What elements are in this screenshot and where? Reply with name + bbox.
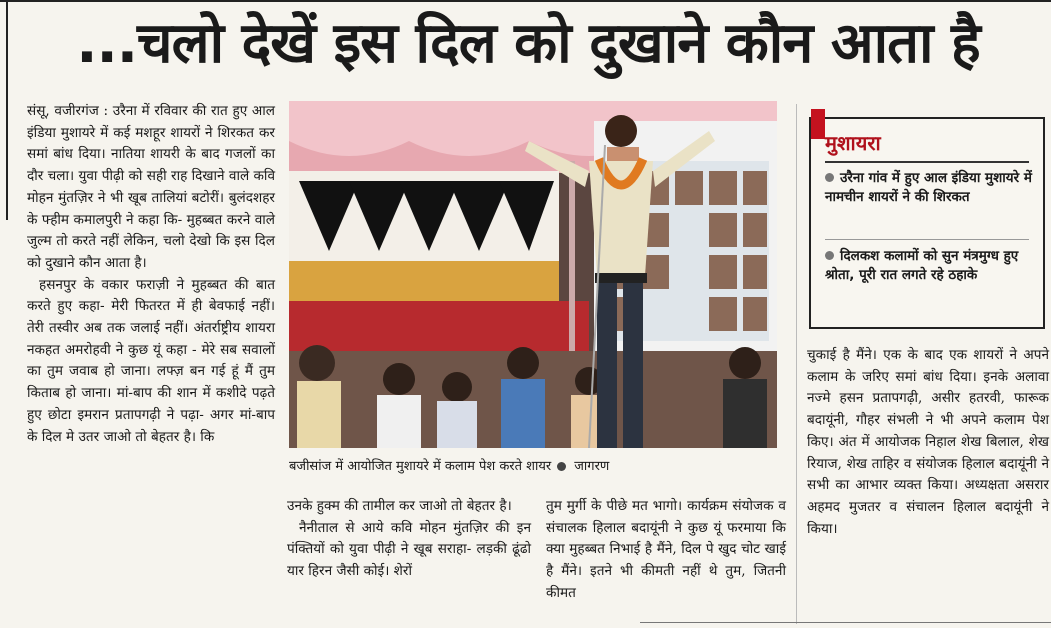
divider [825, 239, 1029, 240]
top-rule [0, 0, 1051, 2]
paragraph: नैनीताल से आये कवि मोहन मुंतज़िर की इन पंक्तियों को युवा पीढ़ी ने खूब सराहा- लड़की ढूंढो यार हिरन जैसी कोई। शेरों [287, 519, 531, 580]
article-column-mid1 [287, 496, 531, 583]
accent-bar [811, 109, 825, 139]
bullet-dot-icon [557, 462, 566, 471]
article-column-left [27, 101, 275, 448]
paragraph: हसनपुर के वकार फराज़ी ने मुहब्बत की बात करते हुए कहा- मेरी फितरत में ही बेवफाई नहीं। तेरी तस्वीर अब तक जलाई नहीं। अंतर्राष्ट्रीय शायरा नकहत अमरोहवी ने कुछ यूं कहा - मेरे सब सवालों का तुम जवाब हो जाना। लफ्ज़ बन गई हूं मैं तुम किताब हो जाना। मां-बाप की शान में कशीदे पढ़ते हुए छोटा इमरान प्रतापगढ़ी ने पढ़ा- अगर मां-बाप के दिल मे उतर जाओ तो बेहतर है। कि [27, 276, 275, 445]
paragraph: संसू, वजीरगंज : उरैना में रविवार की रात हुए आल इंडिया मुशायरे में कई मशहूर शायरों ने शिरकत कर समां बांध दिया। नातिया शायरी के बाद गजलों का दौर चला। युवा पीढ़ी को सही राह दिखाने वाले कवि मोहन मुंतज़िर ने भी खूब तालियां बटोरीं। बुलंदशहर के फ्हीम कमालपुरी ने कहा कि- मुहब्बत करने वाले जुल्म तो करते नहीं लेकिन, चलो देखो कि इस दिल को दुखाने कौन आता है। [27, 103, 276, 271]
highlight-box-header [825, 127, 1005, 159]
bullet-dot-icon [825, 173, 834, 182]
bottom-rule [640, 622, 1051, 623]
caption-text: बजीसांज में आयोजित मुशायरे में कलाम पेश करते शायर [289, 459, 552, 474]
paragraph: चुकाई है मैंने। एक के बाद एक शायरों ने अपने कलाम के जरिए समां बांध दिया। इनके अलावा नज्मे हसन प्रतापगढ़ी, असीर हतरवी, फारूक बदायूंनी, गौहर संभली ने भी अपने कलाम पेश किए। अंत में आयोजक निहाल शेख बिलाल, शेख रियाज, शेख ताहिर व संयोजक हिलाल बदायूंनी ने सभी का आभार व्यक्त किया। अध्यक्षता असरार अहमद मुजतर व संचालन हिलाल बदायूंनी ने किया। [807, 347, 1049, 537]
photo-caption [289, 455, 779, 479]
divider [825, 161, 1029, 163]
highlight-box-title: मुशायरा [825, 131, 881, 155]
bullet-text: दिलकश कलामों को सुन मंत्रमुग्ध हुए श्रोता, पूरी रात लगते रहे ठहाके [825, 248, 1019, 283]
highlight-bullet [825, 169, 1035, 207]
article-column-mid2 [546, 496, 786, 605]
caption-credit: जागरण [574, 459, 610, 474]
highlight-box [809, 117, 1045, 329]
bullet-text: उरैना गांव में हुए आल इंडिया मुशायरे में नामचीन शायरों ने की शिरकत [825, 170, 1032, 205]
article-column-right [807, 345, 1049, 540]
stage-illustration [289, 101, 777, 448]
column-divider-right [796, 104, 797, 624]
headline: ...चलो देखें इस दिल को दुखाने कौन आता है [76, 11, 980, 76]
paragraph: तुम मुर्गी के पीछे मत भागो। कार्यक्रम संयोजक व संचालक हिलाल बदायूंनी ने कुछ यूं फरमाया कि क्या मुहब्बत निभाई है मैंने, दिल पे खुद चोट खाई है मैंने। इतने भी कीमती नहीं थे तुम, जितनी कीमत [546, 498, 786, 601]
paragraph: उनके हुक्म की तामील कर जाओ तो बेहतर है। [287, 498, 512, 514]
event-photo [289, 101, 777, 448]
highlight-bullet [825, 247, 1035, 285]
left-edge-rule [6, 0, 8, 220]
bullet-dot-icon [825, 251, 834, 260]
